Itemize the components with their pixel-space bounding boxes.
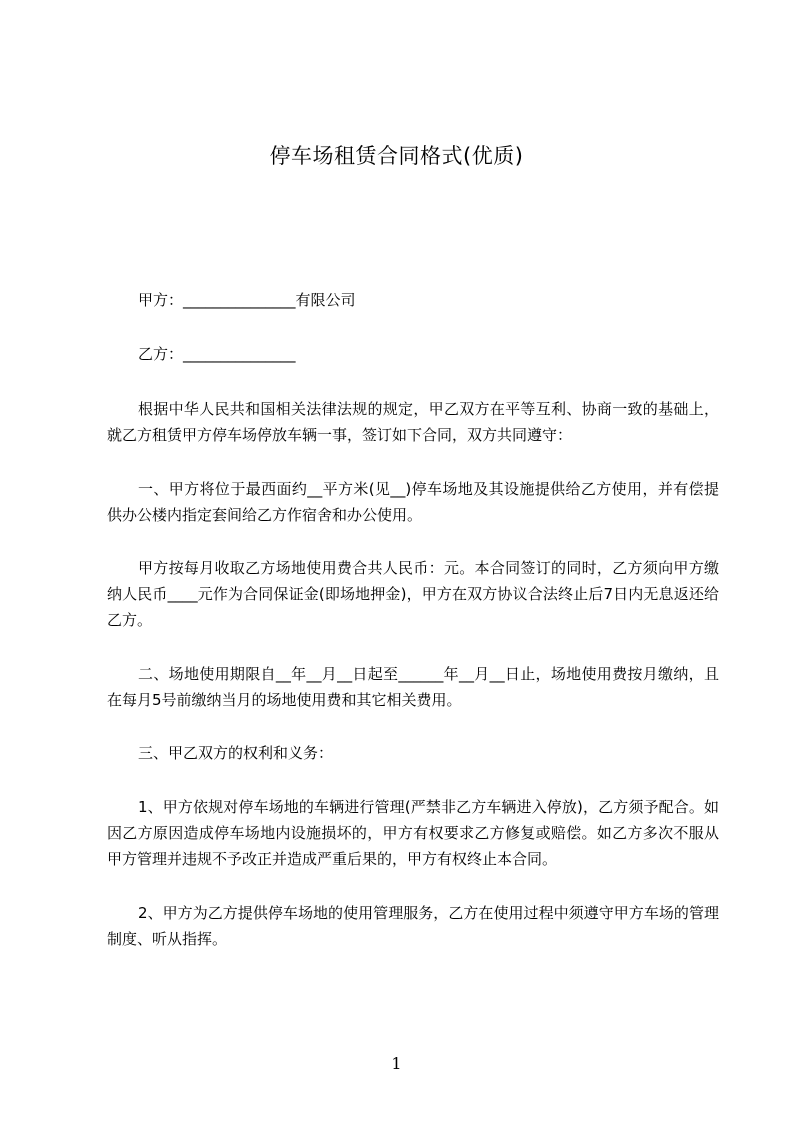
clause-1-paragraph: 一、甲方将位于最西面约__平方米(见__)停车场地及其设施提供给乙方使用，并有偿提供办公楼内指定套间给乙方作宿舍和办公使用。 [107, 480, 719, 524]
intro-paragraph: 根据中华人民共和国相关法律法规的规定，甲乙双方在平等互利、协商一致的基础上，就乙方租赁甲方停车场停放车辆一事，签订如下合同，双方共同遵守： [107, 400, 719, 444]
clause-3-1-paragraph: 1、甲方依规对停车场地的车辆进行管理(严禁非乙方车辆进入停放)，乙方须予配合。如因乙方原因造成停车场地内设施损坏的，甲方有权要求乙方修复或赔偿。如乙方多次不服从甲方管理并违规不予改正并造成严重后果的，甲方有权终止本合同。 [107, 798, 719, 868]
clause-2-paragraph: 二、场地使用期限自__年__月__日起至______年__月__日止，场地使用费按月缴纳，且在每月5号前缴纳当月的场地使用费和其它相关费用。 [107, 665, 719, 709]
page-number: 1 [391, 1054, 402, 1073]
fee-paragraph: 甲方按每月收取乙方场地使用费合共人民币：元。本合同签订的同时，乙方须向甲方缴纳人民币____元作为合同保证金(即场地押金)，甲方在双方协议合法终止后7日内无息返还给乙方。 [107, 559, 719, 629]
party-a-line: 甲方：_______________有限公司 [138, 291, 356, 309]
clause-3-2-paragraph: 2、甲方为乙方提供停车场地的使用管理服务，乙方在使用过程中须遵守甲方车场的管理制度、听从指挥。 [107, 904, 719, 948]
party-b-line: 乙方：_______________ [138, 345, 296, 363]
document-title: 停车场租赁合同格式(优质) [269, 144, 524, 168]
clause-3-heading: 三、甲乙双方的权利和义务： [138, 744, 334, 762]
